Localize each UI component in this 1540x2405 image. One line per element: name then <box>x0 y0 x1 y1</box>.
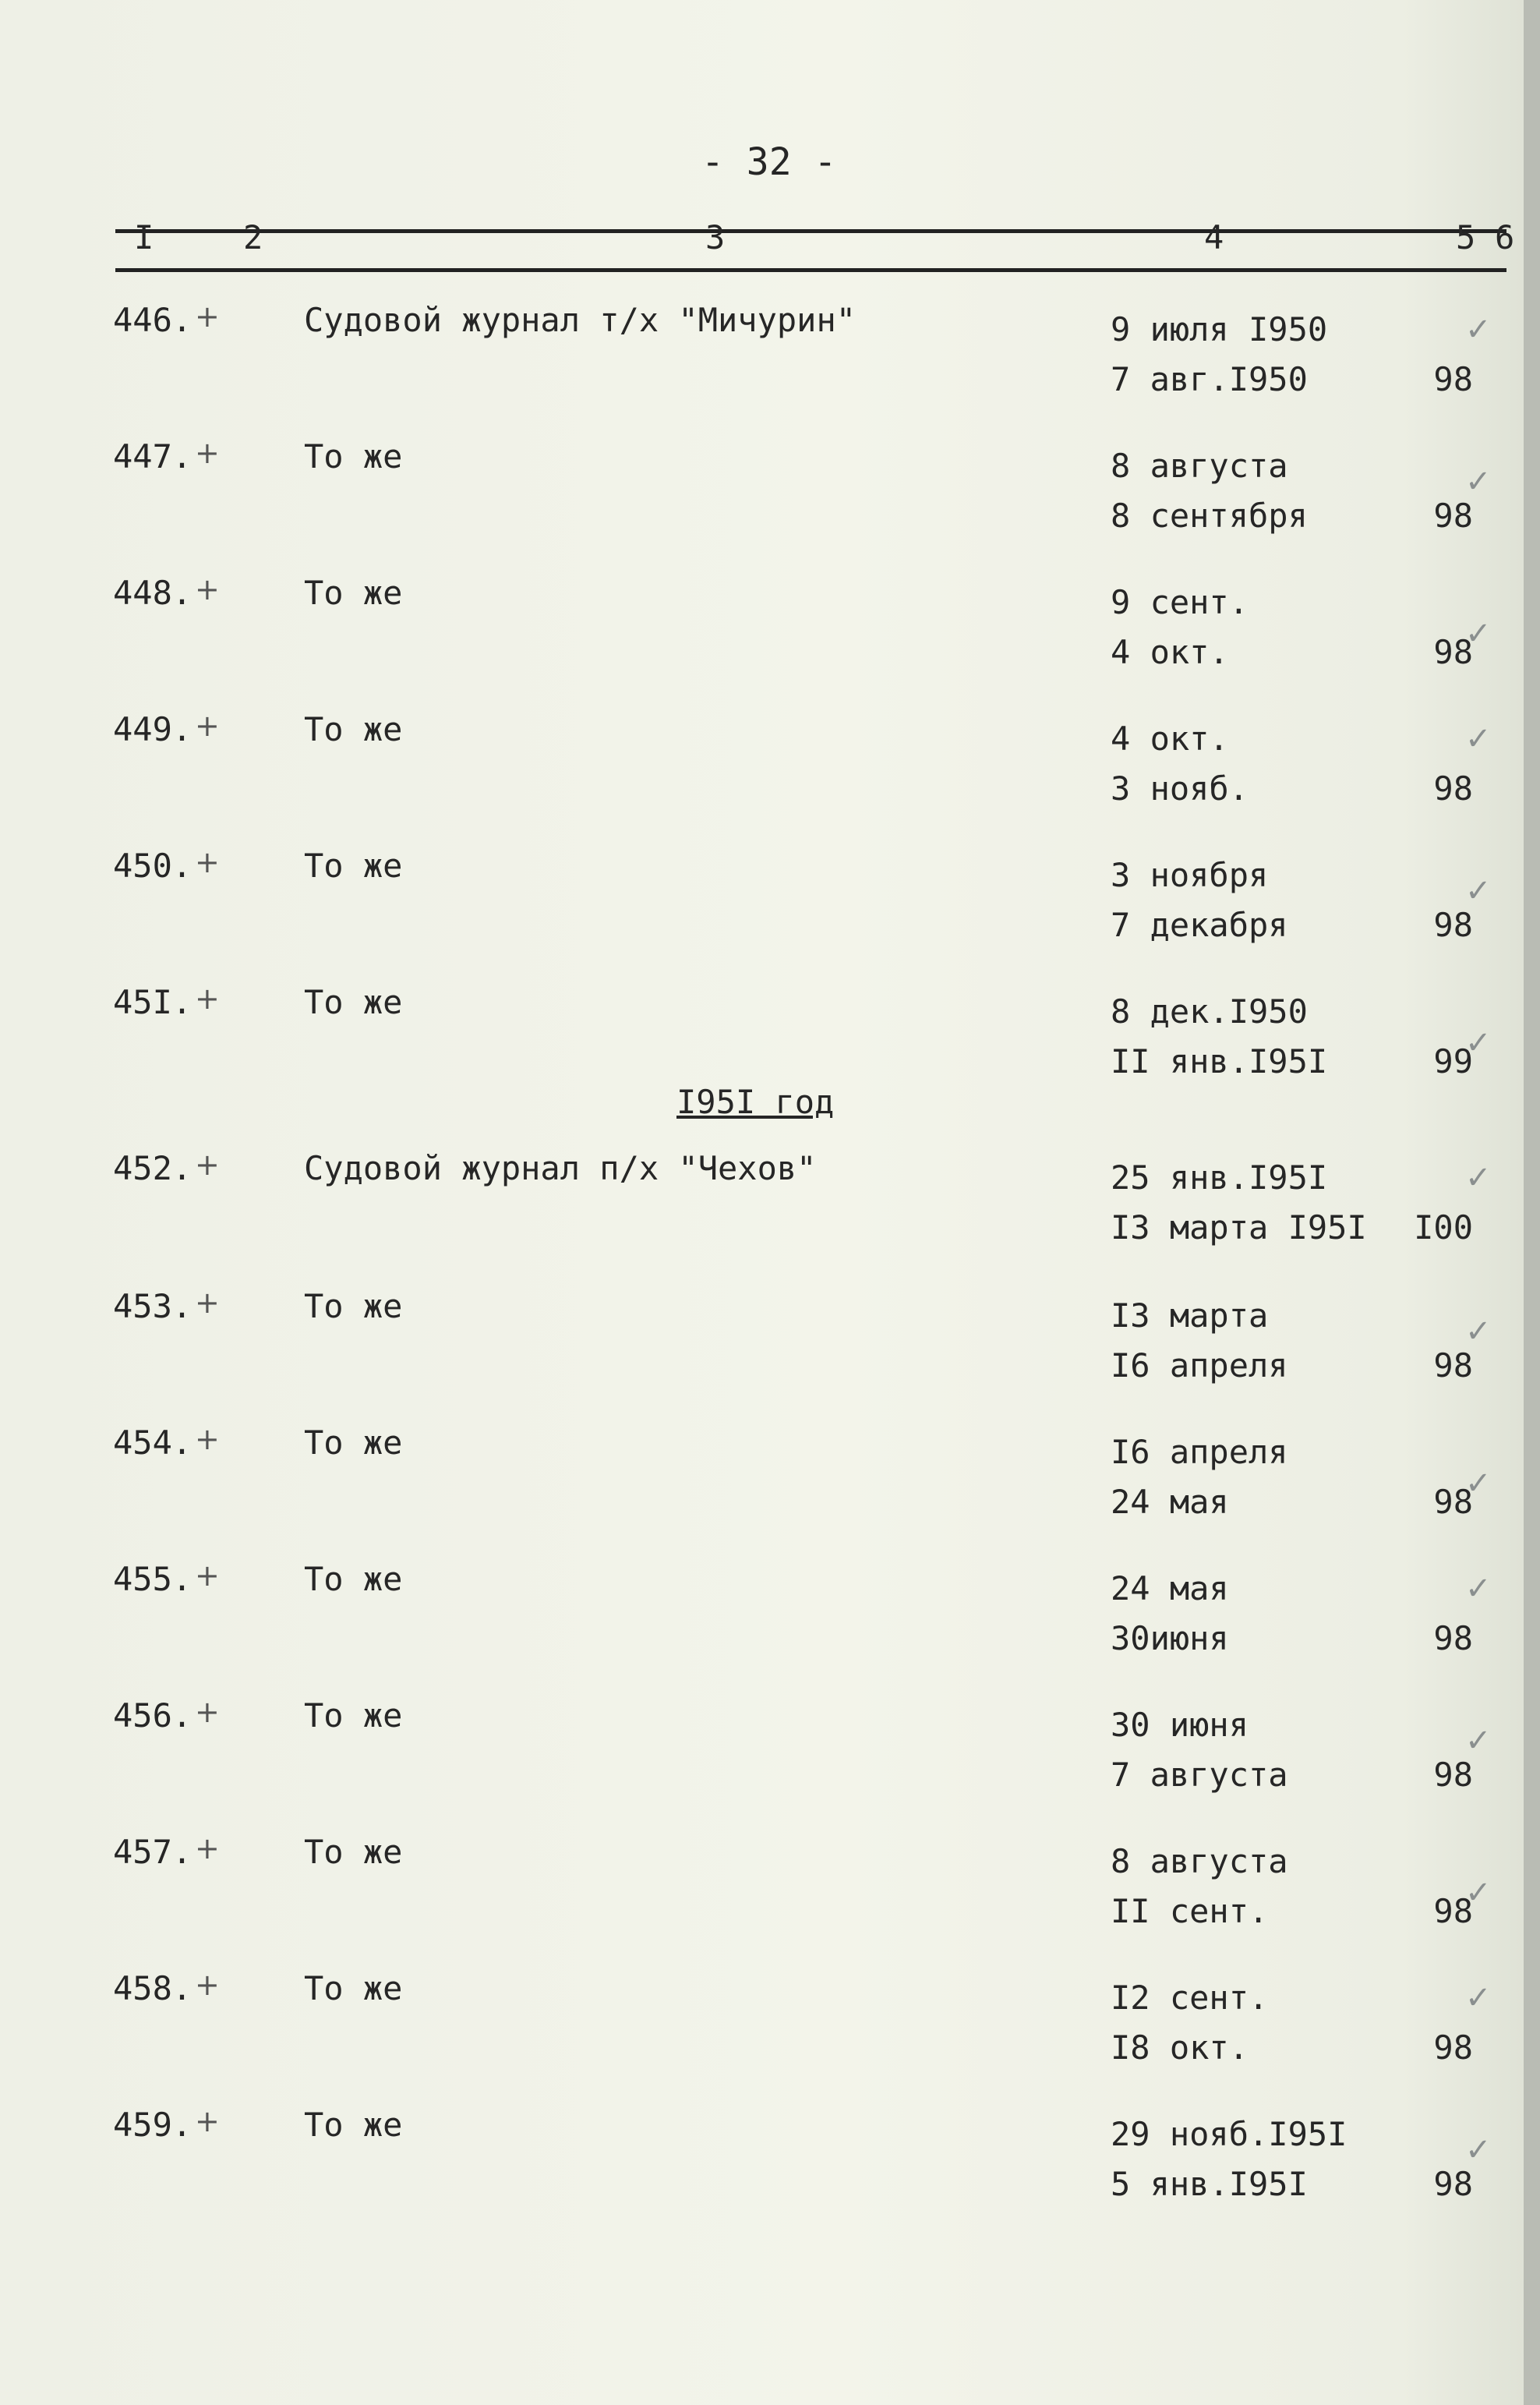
cross-mark-icon: + <box>195 709 220 743</box>
entry-start-date: 9 июля I950 <box>1111 310 1328 348</box>
entry-end-date: 7 авг.I950 <box>1111 360 1308 398</box>
entry-page-count: 98 <box>1433 769 1473 808</box>
entry-description: То же <box>304 1424 403 1462</box>
entry-start-date: 29 нояб.I95I <box>1111 2115 1348 2153</box>
entry-end-date: I6 апреля <box>1111 1346 1288 1385</box>
entry-page-count: 98 <box>1433 1483 1473 1521</box>
entry-description: То же <box>304 2106 403 2144</box>
column-header-4: 4 <box>1204 218 1224 256</box>
entry-page-count: 98 <box>1433 2165 1473 2203</box>
check-mark-icon: ✓ <box>1465 1160 1492 1196</box>
entry-start-date: 4 окт. <box>1111 720 1229 758</box>
entry-end-date: I8 окт. <box>1111 2028 1249 2067</box>
cross-mark-icon: + <box>195 1148 220 1182</box>
entry-page-count: I00 <box>1414 1208 1473 1247</box>
entry-number: 45I. <box>113 983 192 1021</box>
cross-mark-icon: + <box>195 1831 220 1866</box>
entry-end-date: 24 мая <box>1111 1483 1229 1521</box>
cross-mark-icon: + <box>195 1695 220 1729</box>
entry-number: 459. <box>113 2106 192 2144</box>
cross-mark-icon: + <box>195 2104 220 2138</box>
section-heading-1951: I95I год <box>676 1083 835 1121</box>
entry-description: Судовой журнал п/х "Чехов" <box>304 1149 817 1187</box>
cross-mark-icon: + <box>195 1968 220 2002</box>
entry-number: 446. <box>113 301 192 339</box>
entry-page-count: 98 <box>1433 1346 1473 1385</box>
entry-end-date: 5 янв.I95I <box>1111 2165 1308 2203</box>
entry-start-date: 8 августа <box>1111 447 1288 485</box>
entry-end-date: I3 марта I95I <box>1111 1208 1367 1247</box>
entry-start-date: 8 августа <box>1111 1842 1288 1880</box>
entry-start-date: 9 сент. <box>1111 583 1249 621</box>
check-mark-icon: ✓ <box>1465 721 1492 757</box>
entry-description: То же <box>304 1696 403 1735</box>
column-header-1: I <box>134 218 154 256</box>
entry-description: То же <box>304 574 403 612</box>
entry-start-date: 24 мая <box>1111 1569 1229 1607</box>
entry-end-date: II сент. <box>1111 1892 1269 1930</box>
column-header-5: 5 <box>1456 218 1476 256</box>
entry-start-date: 3 ноября <box>1111 856 1269 894</box>
column-header-3: 3 <box>705 218 726 256</box>
entry-description: То же <box>304 437 403 476</box>
entry-start-date: 30 июня <box>1111 1706 1249 1744</box>
cross-mark-icon: + <box>195 299 220 334</box>
check-mark-icon: ✓ <box>1465 1314 1492 1349</box>
column-header-2: 2 <box>243 218 263 256</box>
check-mark-icon: ✓ <box>1465 1571 1492 1607</box>
check-mark-icon: ✓ <box>1465 2132 1492 2168</box>
entry-page-count: 98 <box>1433 1619 1473 1657</box>
entry-start-date: I2 сент. <box>1111 1979 1269 2017</box>
entry-description: То же <box>304 847 403 885</box>
entry-end-date: 30июня <box>1111 1619 1229 1657</box>
entry-page-count: 98 <box>1433 2028 1473 2067</box>
entry-description: То же <box>304 1833 403 1871</box>
cross-mark-icon: + <box>195 1558 220 1593</box>
check-mark-icon: ✓ <box>1465 873 1492 909</box>
entry-start-date: 8 дек.I950 <box>1111 992 1308 1031</box>
check-mark-icon: ✓ <box>1465 616 1492 652</box>
entry-page-count: 98 <box>1433 1756 1473 1794</box>
page-edge <box>1524 0 1540 2405</box>
entry-number: 452. <box>113 1149 192 1187</box>
entry-end-date: II янв.I95I <box>1111 1042 1328 1080</box>
table-header-bottom-rule <box>115 268 1506 272</box>
check-mark-icon: ✓ <box>1465 1723 1492 1759</box>
entry-number: 457. <box>113 1833 192 1871</box>
check-mark-icon: ✓ <box>1465 1875 1492 1911</box>
entry-number: 448. <box>113 574 192 612</box>
entry-description: То же <box>304 983 403 1021</box>
cross-mark-icon: + <box>195 981 220 1016</box>
cross-mark-icon: + <box>195 1286 220 1320</box>
table-header-top-rule <box>115 229 1506 233</box>
entry-number: 450. <box>113 847 192 885</box>
entry-start-date: I3 марта <box>1111 1296 1269 1335</box>
column-header-6: 6 <box>1495 218 1515 256</box>
entry-end-date: 7 августа <box>1111 1756 1288 1794</box>
entry-description: То же <box>304 1969 403 2007</box>
check-mark-icon: ✓ <box>1465 312 1492 348</box>
entry-page-count: 99 <box>1433 1042 1473 1080</box>
entry-number: 453. <box>113 1287 192 1325</box>
entry-description: То же <box>304 1287 403 1325</box>
entry-end-date: 4 окт. <box>1111 633 1229 671</box>
entry-number: 449. <box>113 710 192 748</box>
entry-start-date: I6 апреля <box>1111 1433 1288 1471</box>
entry-number: 447. <box>113 437 192 476</box>
cross-mark-icon: + <box>195 845 220 879</box>
cross-mark-icon: + <box>195 1422 220 1456</box>
entry-page-count: 98 <box>1433 633 1473 671</box>
cross-mark-icon: + <box>195 436 220 470</box>
check-mark-icon: ✓ <box>1465 1025 1492 1061</box>
entry-page-count: 98 <box>1433 906 1473 944</box>
entry-end-date: 3 нояб. <box>1111 769 1249 808</box>
check-mark-icon: ✓ <box>1465 1980 1492 2016</box>
entry-number: 458. <box>113 1969 192 2007</box>
entry-number: 454. <box>113 1424 192 1462</box>
check-mark-icon: ✓ <box>1465 464 1492 500</box>
cross-mark-icon: + <box>195 572 220 607</box>
entry-description: То же <box>304 1560 403 1598</box>
entry-page-count: 98 <box>1433 1892 1473 1930</box>
entry-page-count: 98 <box>1433 360 1473 398</box>
entry-page-count: 98 <box>1433 497 1473 535</box>
page-number: - 32 - <box>701 140 837 184</box>
entry-end-date: 7 декабря <box>1111 906 1288 944</box>
entry-start-date: 25 янв.I95I <box>1111 1158 1328 1197</box>
entry-description: Судовой журнал т/х "Мичурин" <box>304 301 857 339</box>
entry-number: 456. <box>113 1696 192 1735</box>
check-mark-icon: ✓ <box>1465 1466 1492 1501</box>
entry-description: То же <box>304 710 403 748</box>
entry-number: 455. <box>113 1560 192 1598</box>
entry-end-date: 8 сентября <box>1111 497 1308 535</box>
